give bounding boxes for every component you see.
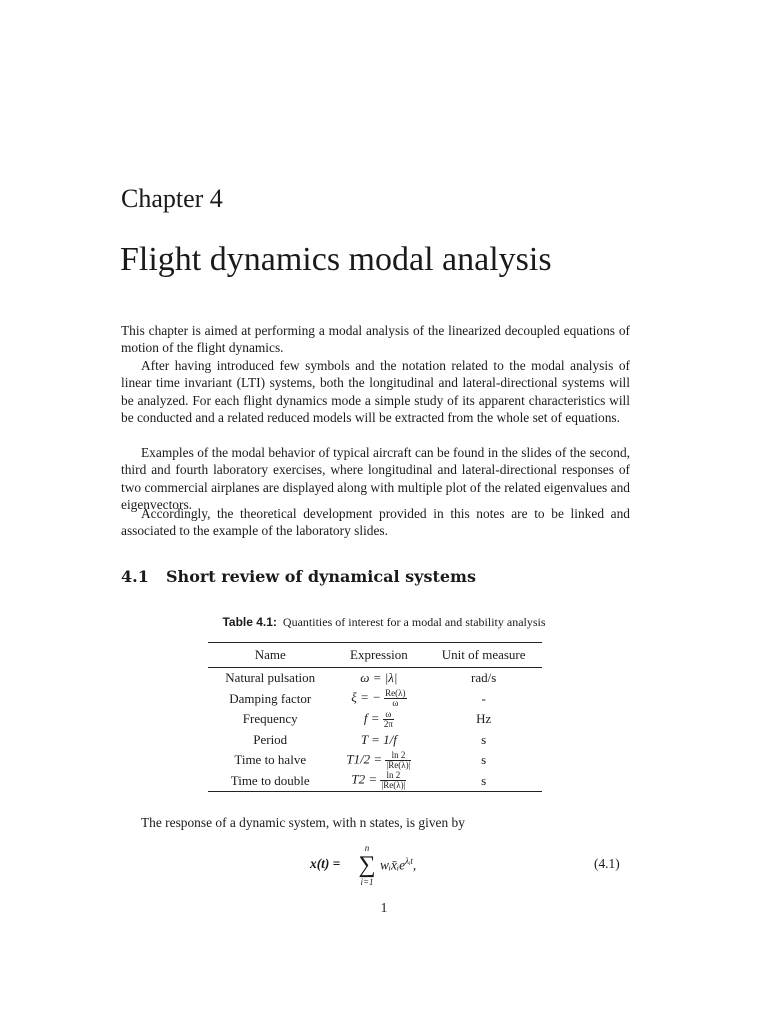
page-number: 1: [380, 900, 388, 915]
table-caption-text: Quantities of interest for a modal and stability analysis: [282, 615, 546, 629]
row-expression: [332, 750, 425, 771]
row-name: Time to halve: [234, 752, 307, 768]
table-caption-label: Table 4.1:: [222, 615, 277, 629]
row-unit: rad/s: [471, 670, 497, 686]
equation-4-1: [310, 843, 440, 891]
equation-rhs: [380, 856, 416, 873]
table-row: [208, 709, 542, 730]
row-expression: [332, 668, 425, 689]
fraction-numerator: Re(λ): [385, 688, 406, 699]
equation-number: (4.1): [594, 856, 620, 871]
table-row: [208, 689, 542, 710]
row-expression: [332, 689, 425, 710]
row-name: Frequency: [242, 711, 298, 727]
table-caption: [0, 614, 768, 630]
expression-lhs: f =: [363, 710, 380, 726]
header-name: Name: [254, 647, 286, 662]
quantities-table-wrapper: [208, 642, 542, 792]
response-sentence: The response of a dynamic system, with n states, is given by: [141, 815, 465, 830]
header-unit: Unit of measure: [441, 647, 526, 662]
equation-lhs-text: x(t) =: [310, 856, 341, 871]
fraction-denominator: ω: [392, 698, 399, 709]
fraction-denominator: |Re(λ)|: [386, 759, 411, 770]
section-title: Short review of dynamical systems: [166, 567, 476, 586]
chapter-label: Chapter 4: [121, 184, 223, 213]
row-name: Period: [253, 731, 288, 747]
row-unit: -: [481, 690, 486, 706]
row-unit: s: [481, 731, 487, 747]
fraction-denominator: 2π: [383, 718, 393, 729]
paragraph-intro: This chapter is aimed at performing a modal analysis of the linearized decoupled equations of motion of the flight dynamics.: [121, 323, 630, 356]
summation-symbol: ∑: [358, 852, 376, 878]
section-heading: [121, 566, 476, 588]
expression-fraction: [384, 689, 406, 708]
equation-rhs-tail: ,: [412, 857, 417, 873]
row-unit: s: [481, 752, 487, 768]
paragraph-examples: Examples of the modal behavior of typical aircraft can be found in the slides of the second, third and fourth laboratory exercises, where longitudinal and lateral-directional responses of two commercial airplanes are displayed along with multiple plot of the related eigenvalues and eigenvectors.: [121, 445, 630, 513]
paragraph-notation: After having introduced few symbols and the notation related to the modal analysis of linear time invariant (LTI) systems, both the longitudinal and lateral-directional systems will be analyzed. For each flight dynamics mode a simple study of its apparent characteristics will be conducted and a related reduced models will be extracted from the whole set of equations.: [121, 358, 630, 426]
quantities-table: [208, 642, 542, 792]
summation: [356, 843, 378, 887]
expression-lhs: T2 =: [351, 771, 378, 787]
fraction-denominator: |Re(λ)|: [381, 780, 406, 791]
section-number: 4.1: [121, 567, 149, 586]
table-header-row: [208, 643, 542, 668]
row-name: Time to double: [230, 772, 310, 788]
row-unit: s: [481, 772, 487, 788]
row-name: Damping factor: [229, 690, 312, 706]
expression-lhs: T1/2 =: [346, 751, 383, 767]
row-expression: [332, 709, 425, 730]
fraction-numerator: ln 2: [385, 751, 411, 761]
row-name: Natural pulsation: [225, 670, 316, 686]
row-expression: [332, 771, 425, 792]
fraction-numerator: ω: [383, 710, 394, 720]
table-row: [208, 750, 542, 771]
summation-upper: n: [364, 843, 370, 853]
expression-lhs: T = 1/f: [360, 731, 397, 747]
fraction-numerator: ln 2: [380, 771, 406, 781]
table-row: [208, 668, 542, 689]
expression-lhs: ω = |λ|: [360, 670, 398, 686]
equation-lhs: [310, 856, 340, 872]
table-row: [208, 730, 542, 751]
expression-fraction: [380, 771, 406, 790]
summation-lower: i=1: [360, 877, 374, 887]
expression-fraction: [383, 710, 394, 729]
chapter-title: Flight dynamics modal analysis: [120, 241, 552, 278]
table-row: [208, 771, 542, 792]
expression-fraction: [385, 751, 411, 770]
expression-lhs: ξ = −: [351, 689, 381, 705]
row-unit: Hz: [476, 711, 492, 727]
header-expression: Expression: [350, 647, 408, 662]
equation-rhs-exponent: λᵢt: [405, 856, 413, 866]
equation-rhs-base: wᵢx̄ᵢe: [380, 857, 406, 873]
row-expression: [332, 730, 425, 751]
paragraph-accordingly: Accordingly, the theoretical development provided in this notes are to be linked and associated to the example of the laboratory slides.: [121, 506, 630, 539]
